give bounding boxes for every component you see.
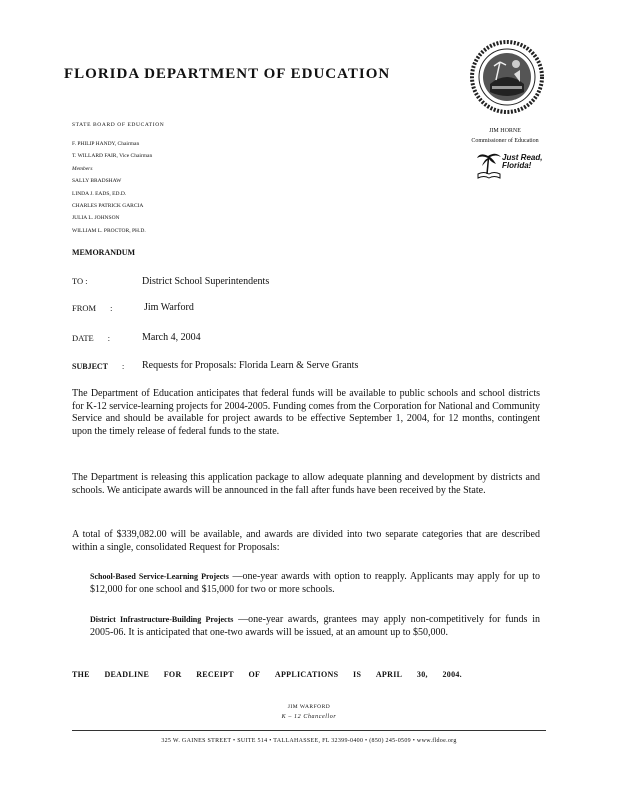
palm-tree-book-icon xyxy=(476,150,502,180)
logo-text xyxy=(502,154,542,170)
commissioner-name: JIM HORNE xyxy=(489,128,521,134)
member-line: T. WILLARD FAIR, Vice Chairman xyxy=(72,153,153,160)
bullet-heading: School-Based Service-Learning Projects xyxy=(90,572,229,581)
deadline-word: APRIL xyxy=(375,670,403,679)
board-members xyxy=(72,138,152,237)
to-row: TO : xyxy=(72,276,88,286)
bullet-heading: District Infrastructure-Building Projects xyxy=(90,615,234,624)
subject-row: SUBJECT : xyxy=(72,362,125,371)
to-label: TO xyxy=(72,276,84,286)
member-line: JULIA L. JOHNSON xyxy=(72,215,120,222)
deadline-word: APPLICATIONS xyxy=(274,670,339,679)
subject-label: SUBJECT xyxy=(72,362,109,371)
commissioner-block xyxy=(440,126,570,146)
deadline-word: DEADLINE xyxy=(104,670,150,679)
to-value: District School Superintendents xyxy=(142,276,270,287)
bullet-text: —one-year awards, grantees may apply non-competitively for funds in 2005-06. It is anticipated that one-two awards will be issued, at an amount up to $50,000. xyxy=(90,614,540,638)
date-row: DATE : xyxy=(72,333,110,343)
bullet-item xyxy=(72,571,540,596)
deadline-word: RECEIPT xyxy=(196,670,234,679)
from-row: FROM : xyxy=(72,303,113,313)
memo-heading: MEMORANDUM xyxy=(72,248,136,257)
member-line: F. PHILIP HANDY, Chairman xyxy=(72,141,140,147)
deadline-notice xyxy=(72,670,462,679)
logo-line-2: Florida! xyxy=(502,161,532,170)
from-value: Jim Warford xyxy=(144,302,194,313)
paragraph-1: The Department of Education anticipates that federal funds will be available to public schools and school districts for K-12 service-learning projects for 2004-2005. Funding comes from the Corporation for National and Community Service and should be available for project awards to be effective September 1, 2004, for 12 months, contingent upon the timely release of federal funds to the state. xyxy=(72,388,540,437)
deadline-word: 2004. xyxy=(442,670,462,679)
paragraph-2: The Department is releasing this application package to allow adequate planning and development by districts and schools. We anticipate awards will be announced in the fall after funds have been received by the State. xyxy=(72,472,540,496)
deadline-word: IS xyxy=(353,670,362,679)
signature-title: K – 12 Chancellor xyxy=(281,714,337,720)
commissioner-title: Commissioner of Education xyxy=(471,138,539,144)
member-line: Members xyxy=(72,165,93,172)
footer-address: 325 W. GAINES STREET • SUITE 514 • TALLAHASSEE, FL 32399-0400 • (850) 245-0509 • www.fldoe.org xyxy=(161,738,457,744)
date-label: DATE xyxy=(72,333,94,343)
subject-value: Requests for Proposals: Florida Learn & Serve Grants xyxy=(142,360,359,371)
bullet-text: —one-year awards with option to reapply. Applicants may apply for up to $12,000 for one school and $15,000 for two or more schools. xyxy=(90,571,541,595)
member-line: LINDA J. EADS, ED.D. xyxy=(72,190,127,197)
state-seal-icon xyxy=(470,40,544,114)
paragraph-3: A total of $339,082.00 will be available, and awards are divided into two separate categories that are described within a single, consolidated Request for Proposals: xyxy=(72,529,540,553)
member-line: WILLIAM L. PROCTOR, PH.D. xyxy=(72,227,146,234)
deadline-word: OF xyxy=(248,670,261,679)
member-line: SALLY BRADSHAW xyxy=(72,178,122,185)
signature-name: JIM WARFORD xyxy=(287,704,331,710)
date-value: March 4, 2004 xyxy=(142,332,201,343)
deadline-word: 30, xyxy=(416,670,428,679)
bullet-item xyxy=(72,614,540,639)
page-title: FLORIDA DEPARTMENT OF EDUCATION xyxy=(64,66,391,82)
board-title: STATE BOARD OF EDUCATION xyxy=(72,122,165,128)
logo-line-1: Just Read, xyxy=(502,153,543,162)
just-read-logo xyxy=(476,150,556,182)
from-label: FROM xyxy=(72,303,97,313)
footer-divider xyxy=(72,730,546,731)
deadline-word: THE xyxy=(72,670,90,679)
deadline-word: FOR xyxy=(163,670,182,679)
member-line: CHARLES PATRICK GARCIA xyxy=(72,203,144,210)
